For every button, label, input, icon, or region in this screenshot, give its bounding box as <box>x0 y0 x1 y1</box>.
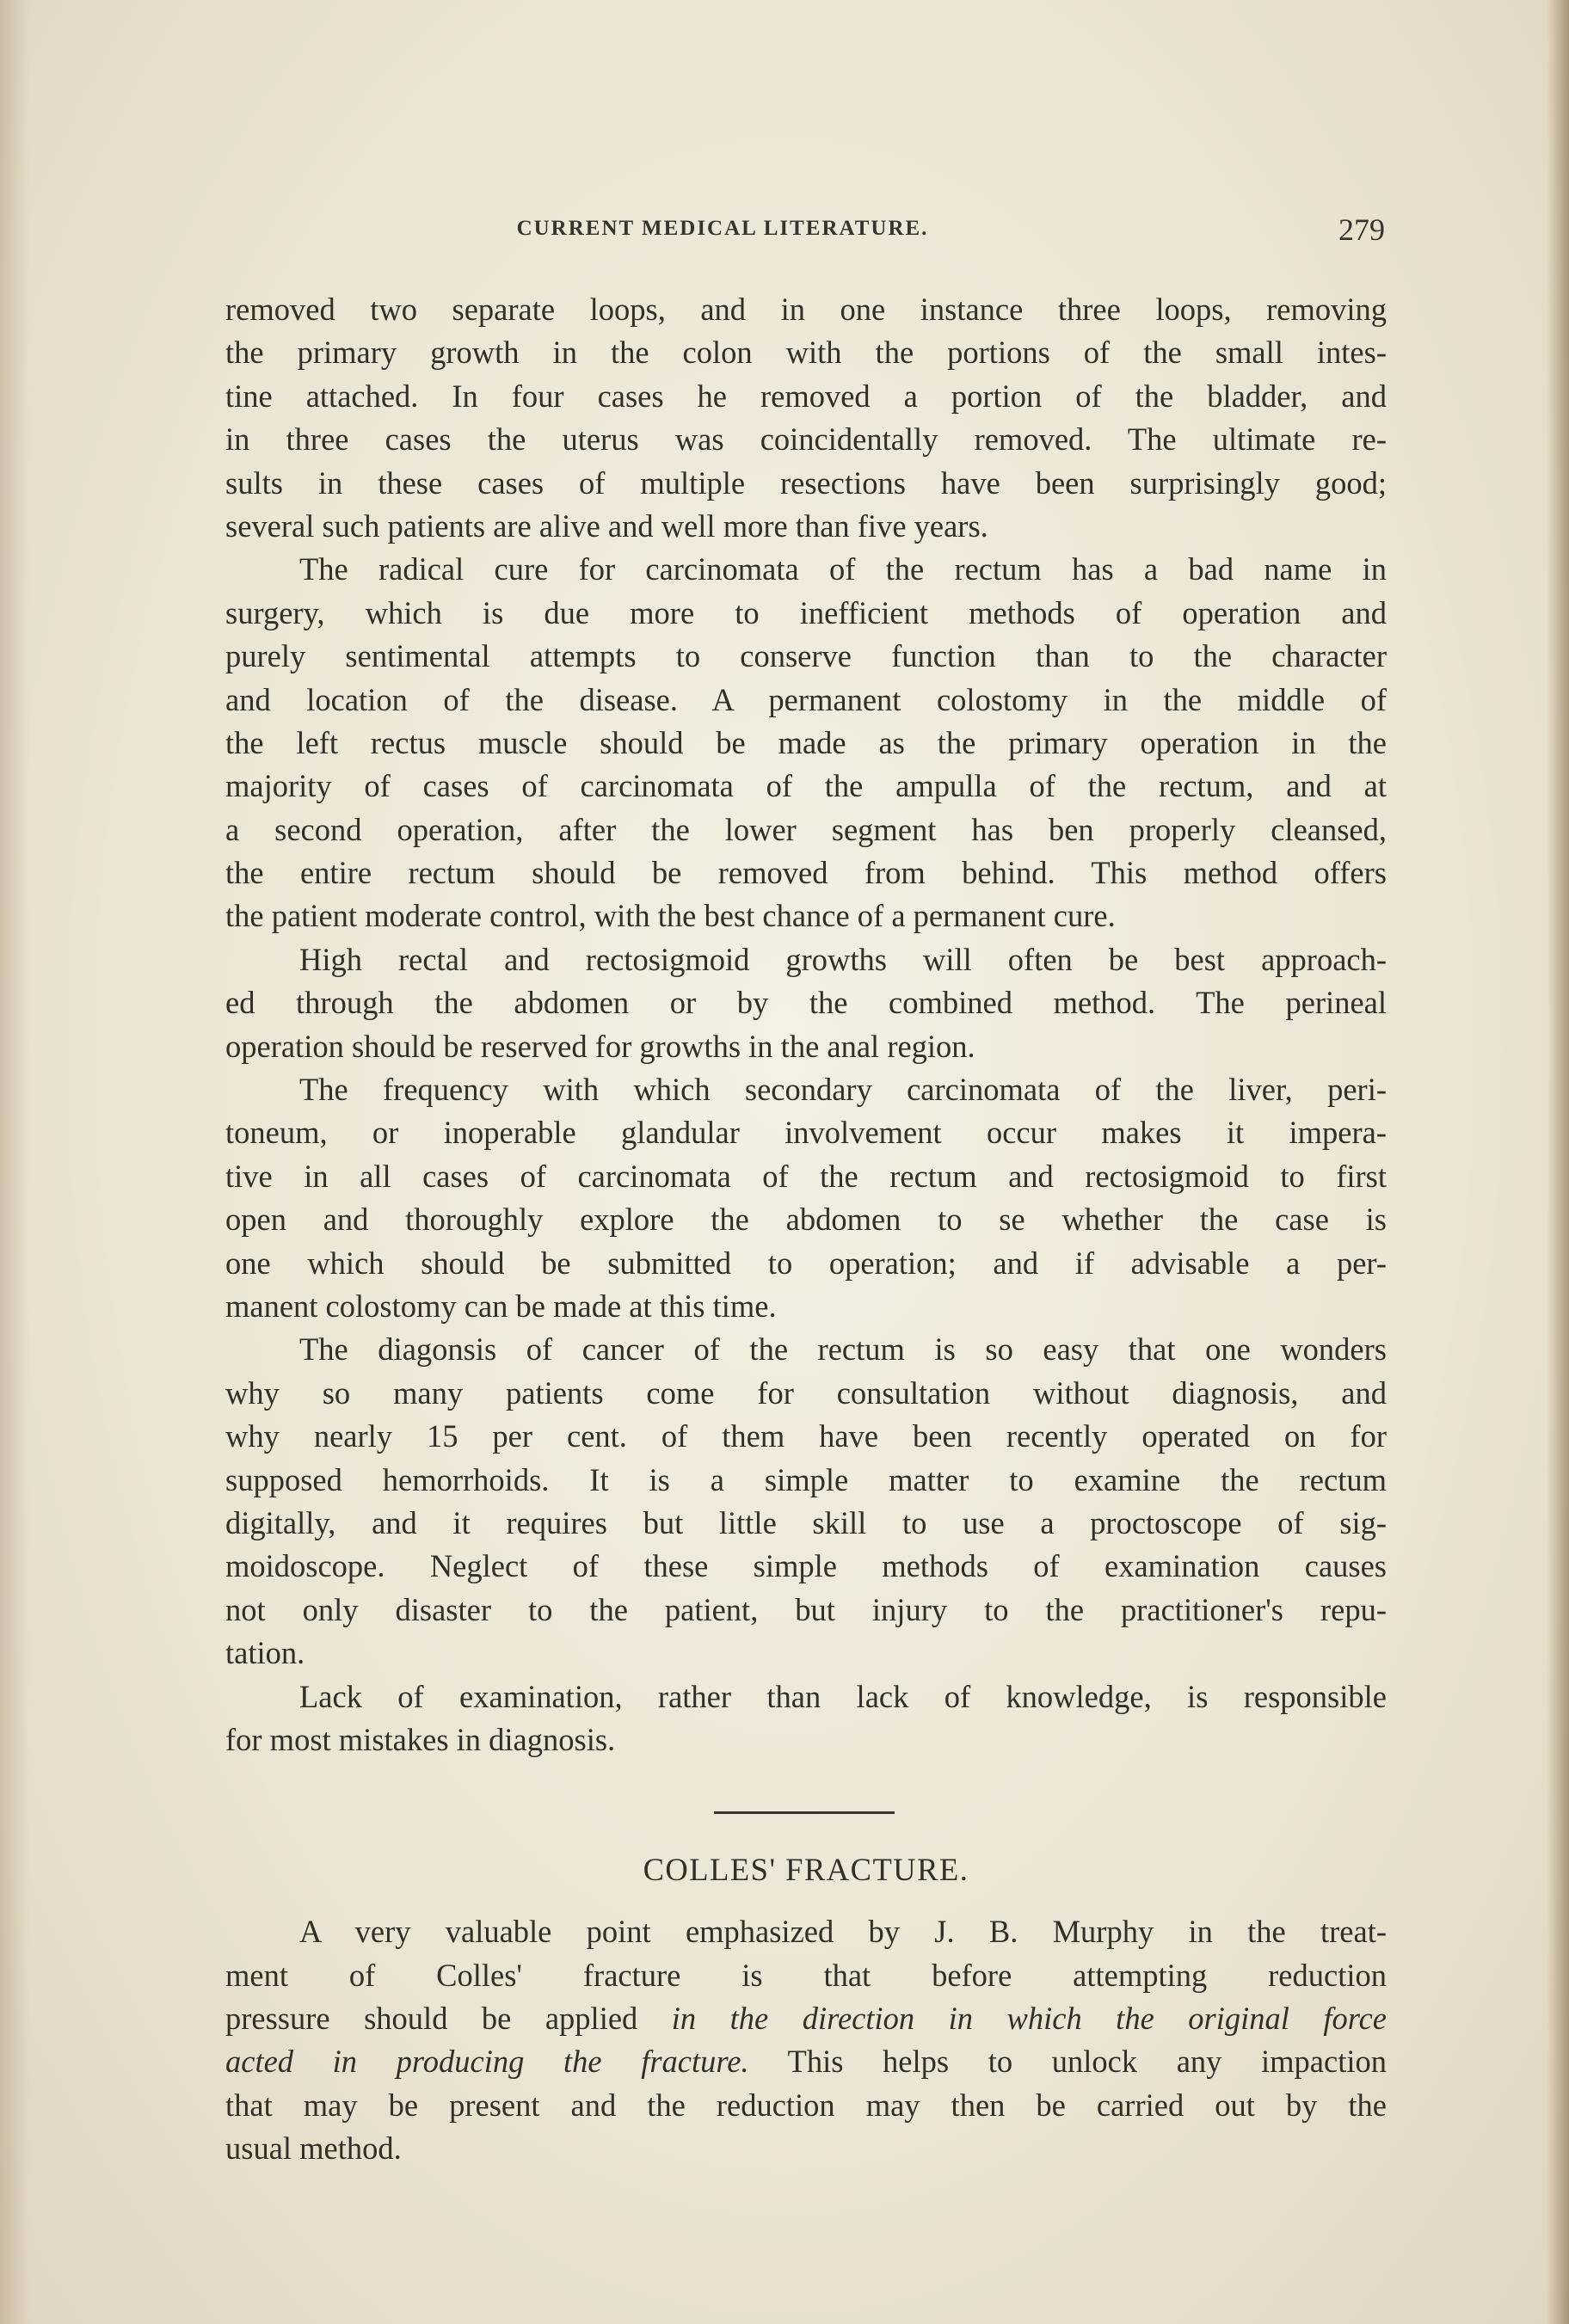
text-line: open and thoroughly explore the abdomen to se whether the case is <box>225 1202 1387 1238</box>
text-line: for most mistakes in diagnosis. <box>225 1721 616 1757</box>
text-line: not only disaster to the patient, but injury to the practitioner's repu- <box>225 1591 1387 1627</box>
text-line: majority of cases of carcinomata of the ampulla of the rectum, and at <box>225 768 1387 804</box>
text-line: removed two separate loops, and in one instance three loops, removing <box>225 292 1387 327</box>
binding-shadow <box>0 0 29 2324</box>
paragraph <box>225 1328 1387 1675</box>
text-line: tine attached. In four cases he removed a portion of the bladder, and <box>225 378 1387 414</box>
text-line: moidoscope. Neglect of these simple methods of examination causes <box>225 1548 1387 1584</box>
text-line: High rectal and rectosigmoid growths will often be best approach- <box>299 941 1387 977</box>
text-line: purely sentimental attempts to conserve function than to the character <box>225 638 1387 674</box>
body-text <box>225 288 1387 2171</box>
text-line: digitally, and it requires but little skill to use a proctoscope of sig- <box>225 1504 1387 1540</box>
text-line: usual method. <box>225 2130 402 2167</box>
paragraph <box>225 1675 1387 1762</box>
text-run: pressure should be applied <box>225 2001 672 2037</box>
running-head: CURRENT MEDICAL LITERATURE. <box>516 217 929 240</box>
text-line: a second operation, after the lower segment has ben properly cleansed, <box>225 811 1387 847</box>
page-header <box>224 212 1385 249</box>
text-line: supposed hemorrhoids. It is a simple matter to examine the rectum <box>225 1461 1387 1497</box>
text-line: several such patients are alive and well more than five years. <box>225 507 988 544</box>
text-line: that may be present and the reduction may then be carried out by the <box>225 2087 1387 2123</box>
section-title: COLLES' FRACTURE. <box>643 1852 969 1888</box>
paragraph <box>225 938 1387 1068</box>
italic-text: acted in producing the fracture. <box>225 2044 749 2080</box>
text-line: the left rectus muscle should be made as the primary operation in the <box>225 724 1387 760</box>
text-line: manent colostomy can be made at this time. <box>225 1288 777 1324</box>
text-line: the entire rectum should be removed from behind. This method offers <box>225 855 1387 891</box>
text-run: This helps to unlock any impaction <box>748 2044 1387 2080</box>
text-line: the patient moderate control, with the best chance of a permanent cure. <box>225 898 1116 934</box>
horizontal-rule <box>714 1811 895 1814</box>
text-line: why so many patients come for consultation without diagnosis, and <box>225 1374 1387 1411</box>
text-line: A very valuable point emphasized by J. B. Murphy in the treat- <box>299 1914 1387 1950</box>
paragraph <box>225 548 1387 938</box>
text-line: The frequency with which secondary carcinomata of the liver, peri- <box>299 1072 1387 1108</box>
text-line: why nearly 15 per cent. of them have been recently operated on for <box>225 1418 1387 1454</box>
text-line <box>225 2040 1387 2083</box>
paragraph <box>225 1068 1387 1328</box>
text-line: ment of Colles' fracture is that before attempting reduction <box>225 1957 1387 1993</box>
text-line: tive in all cases of carcinomata of the rectum and rectosigmoid to first <box>225 1158 1387 1194</box>
text-line: The radical cure for carcinomata of the rectum has a bad name in <box>299 551 1387 587</box>
text-line: surgery, which is due more to inefficient methods of operation and <box>225 594 1387 630</box>
text-line: operation should be reserved for growths in the anal region. <box>225 1028 975 1064</box>
text-line: sults in these cases of multiple resections have been surprisingly good; <box>225 464 1387 501</box>
text-line: the primary growth in the colon with the portions of the small intes- <box>225 335 1387 371</box>
paragraph <box>225 288 1387 548</box>
text-line <box>225 1997 1387 2040</box>
section-divider <box>225 1761 1387 1848</box>
text-line: Lack of examination, rather than lack of knowledge, is responsible <box>299 1678 1387 1714</box>
text-line: ed through the abdomen or by the combined method. The perineal <box>225 985 1387 1021</box>
paragraph <box>225 1910 1387 2170</box>
text-line: toneum, or inoperable glandular involvement occur makes it impera- <box>225 1115 1387 1151</box>
text-line: in three cases the uterus was coincidentally removed. The ultimate re- <box>225 421 1387 458</box>
text-line: one which should be submitted to operation; and if advisable a per- <box>225 1245 1387 1281</box>
text-line: The diagonsis of cancer of the rectum is so easy that one wonders <box>299 1331 1387 1368</box>
italic-text: in the direction in which the original force <box>671 2001 1387 2037</box>
text-line: and location of the disease. A permanent colostomy in the middle of <box>225 681 1387 717</box>
page-number: 279 <box>1338 212 1385 247</box>
page-edge <box>1547 0 1569 2324</box>
text-line: tation. <box>225 1635 305 1671</box>
